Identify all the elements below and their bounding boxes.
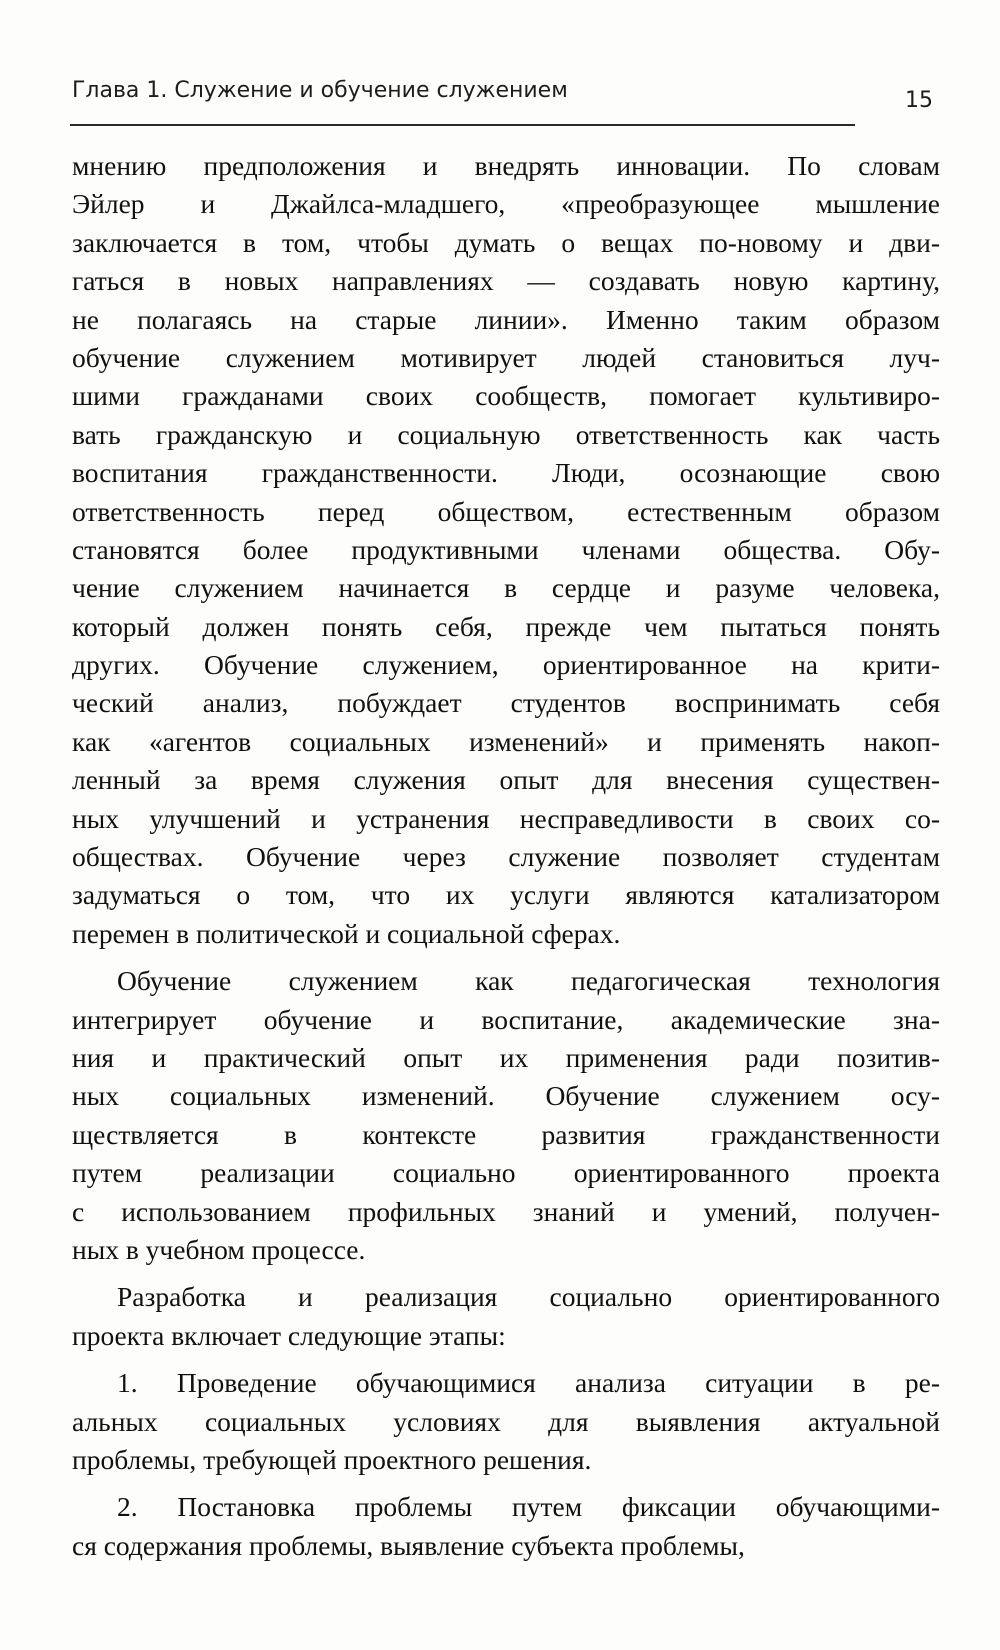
text-line: воспитания гражданственности. Люди, осознающие свою — [72, 457, 940, 489]
text-line: проекта включает следующие этапы: — [72, 1319, 506, 1351]
text-line: ных улучшений и устранения несправедливости в своих со- — [72, 802, 940, 834]
text-line: ния и практический опыт их применения ради позитив- — [72, 1041, 940, 1073]
paragraph — [72, 1364, 940, 1479]
text-line: ческий анализ, побуждает студентов воспринимать себя — [72, 687, 940, 719]
text-line: вать гражданскую и социальную ответственность как часть — [72, 418, 940, 450]
text-line: ществляется в контексте развития гражданственности — [72, 1118, 940, 1150]
text-line: ся содержания проблемы, выявление субъекта проблемы, — [72, 1529, 745, 1561]
running-header — [70, 74, 855, 126]
text-line: гаться в новых направлениях — создавать новую картину, — [72, 265, 940, 297]
paragraph-gap — [72, 1269, 940, 1278]
paragraph — [72, 147, 940, 953]
text-line: обществах. Обучение через служение позволяет студентам — [72, 841, 940, 873]
text-line: становятся более продуктивными членами общества. Обу- — [72, 533, 940, 565]
text-line: задуматься о том, что их услуги являются катализатором — [72, 879, 940, 911]
text-line: с использованием профильных знаний и умений, получен- — [72, 1195, 940, 1227]
paragraph — [72, 1488, 940, 1565]
page-number: 15 — [905, 88, 933, 113]
body-text — [72, 147, 940, 1565]
paragraph — [72, 962, 940, 1269]
text-line: который должен понять себя, прежде чем пытаться понять — [72, 610, 940, 642]
text-line: перемен в политической и социальной сферах. — [72, 917, 621, 949]
text-line: других. Обучение служением, ориентированное на крити- — [72, 649, 940, 681]
text-line: Разработка и реализация социально ориентированного — [117, 1281, 940, 1313]
chapter-title: Глава 1. Служение и обучение служением — [72, 78, 568, 103]
text-line: мнению предположения и внедрять инновации. По словам — [72, 150, 940, 181]
text-line: интегрирует обучение и воспитание, академические зна- — [72, 1003, 940, 1035]
paragraph-gap — [72, 1479, 940, 1488]
text-line: 2. Постановка проблемы путем фиксации обучающими- — [117, 1491, 940, 1523]
text-line: ленный за время служения опыт для внесения существен- — [72, 764, 940, 796]
text-line: Обучение служением как педагогическая технология — [117, 965, 940, 997]
text-line: альных социальных условиях для выявления актуальной — [72, 1405, 940, 1437]
paragraph-gap — [72, 1355, 940, 1364]
text-line: не полагаясь на старые линии». Именно таким образом — [72, 303, 940, 335]
paragraph — [72, 1278, 940, 1355]
text-line: шими гражданами своих сообществ, помогает культивиро- — [72, 380, 940, 412]
text-line: ных в учебном процессе. — [72, 1233, 366, 1265]
text-line: чение служением начинается в сердце и разуме человека, — [72, 572, 940, 604]
text-line: как «агентов социальных изменений» и применять накоп- — [72, 725, 940, 757]
text-line: путем реализации социально ориентированного проекта — [72, 1157, 940, 1189]
text-line: ответственность перед обществом, естественным образом — [72, 495, 940, 527]
paragraph-gap — [72, 953, 940, 962]
text-line: заключается в том, чтобы думать о вещах по-новому и дви- — [72, 226, 940, 258]
text-line: 1. Проведение обучающимися анализа ситуации в ре- — [117, 1367, 940, 1399]
text-line: проблемы, требующей проектного решения. — [72, 1443, 592, 1475]
text-line: обучение служением мотивирует людей становиться луч- — [72, 341, 940, 373]
text-line: ных социальных изменений. Обучение служением осу- — [72, 1080, 940, 1112]
text-line: Эйлер и Джайлса-младшего, «преобразующее мышление — [72, 188, 940, 220]
